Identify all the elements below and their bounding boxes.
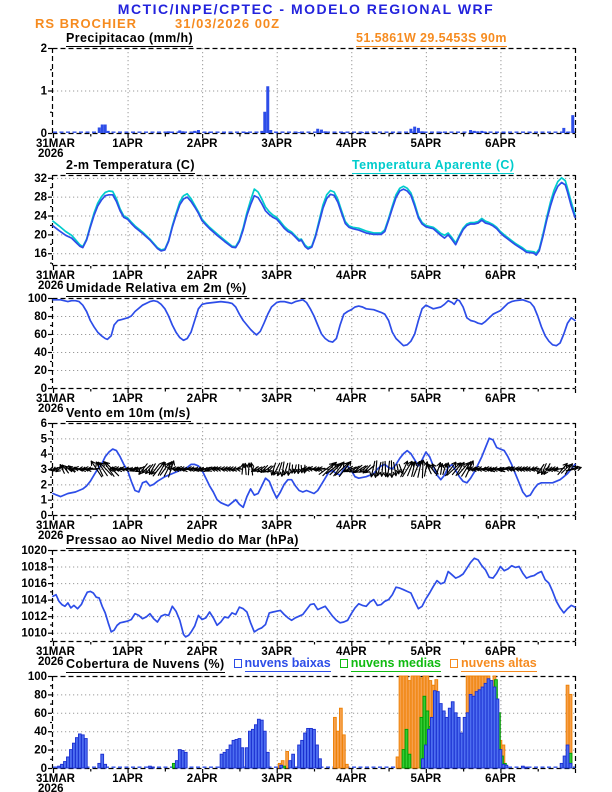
svg-text:4APR: 4APR — [335, 393, 367, 405]
svg-text:3: 3 — [40, 464, 47, 476]
svg-text:4APR: 4APR — [335, 773, 367, 785]
svg-text:6APR: 6APR — [485, 646, 516, 658]
svg-text:1020: 1020 — [21, 545, 47, 557]
panel-4 — [36, 418, 581, 542]
svg-text:3APR: 3APR — [261, 773, 293, 785]
svg-text:2APR: 2APR — [186, 270, 218, 282]
svg-text:31MAR: 31MAR — [36, 520, 75, 532]
svg-text:2026: 2026 — [38, 656, 64, 668]
legend-item-mid-clouds: nuvens medias — [340, 657, 441, 672]
series-line-velocidade-do-vento — [53, 438, 575, 507]
svg-text:3APR: 3APR — [261, 646, 293, 658]
svg-text:16: 16 — [34, 248, 47, 261]
panel-1 — [36, 43, 576, 160]
svg-text:32: 32 — [34, 172, 47, 185]
svg-text:20: 20 — [34, 744, 47, 757]
panel-5-frame — [53, 550, 576, 642]
svg-text:31MAR: 31MAR — [36, 138, 75, 150]
svg-text:2026: 2026 — [38, 403, 64, 415]
svg-text:5: 5 — [40, 433, 47, 446]
svg-text:5APR: 5APR — [410, 773, 442, 785]
svg-text:2APR: 2APR — [186, 138, 218, 150]
svg-text:0: 0 — [40, 383, 47, 395]
series-line-pressao-ao-nivel-do-mar — [53, 558, 575, 637]
svg-text:60: 60 — [34, 329, 47, 341]
svg-text:1APR: 1APR — [112, 270, 143, 282]
svg-text:0: 0 — [40, 510, 47, 522]
svg-text:2APR: 2APR — [186, 393, 218, 405]
svg-text:1APR: 1APR — [112, 520, 143, 532]
svg-text:3APR: 3APR — [261, 393, 293, 405]
panel-title-clouds: Cobertura de Nuvens (%) — [66, 657, 225, 673]
panel-2 — [34, 173, 575, 292]
svg-text:0: 0 — [40, 763, 47, 775]
svg-text:5APR: 5APR — [410, 646, 442, 658]
svg-text:3APR: 3APR — [261, 138, 293, 150]
svg-text:31MAR: 31MAR — [36, 646, 75, 658]
panel-title-temperature: 2-m Temperatura (C) — [66, 158, 195, 174]
panel-6 — [28, 671, 576, 792]
svg-text:60: 60 — [34, 707, 47, 720]
station-name: RS BROCHIER — [35, 16, 138, 31]
svg-text:31MAR: 31MAR — [36, 773, 75, 785]
svg-text:0: 0 — [40, 128, 47, 140]
svg-text:1: 1 — [40, 494, 47, 507]
apparent-temperature-label: Temperatura Aparente (C) — [352, 158, 514, 174]
svg-text:2026: 2026 — [38, 280, 64, 292]
panel-2-frame — [53, 175, 576, 266]
svg-text:1APR: 1APR — [112, 773, 143, 785]
svg-text:20: 20 — [34, 229, 47, 242]
panel-1-axis-labels — [36, 43, 516, 160]
svg-text:6APR: 6APR — [485, 393, 516, 405]
panel-4-axes — [48, 424, 576, 521]
svg-text:5APR: 5APR — [410, 270, 442, 282]
svg-text:5APR: 5APR — [410, 138, 442, 150]
panel-title-precipitation: Precipitacao (mm/h) — [66, 31, 193, 47]
svg-text:24: 24 — [34, 210, 47, 223]
series-line-2-m-temperatura-c- — [53, 183, 575, 256]
svg-text:3APR: 3APR — [261, 270, 293, 282]
svg-text:4APR: 4APR — [335, 270, 367, 282]
svg-text:1APR: 1APR — [112, 646, 143, 658]
svg-text:4: 4 — [40, 448, 47, 461]
panel-1-axes — [48, 49, 576, 139]
svg-text:6APR: 6APR — [485, 138, 516, 150]
svg-text:28: 28 — [34, 191, 47, 204]
svg-text:31MAR: 31MAR — [36, 393, 75, 405]
svg-text:5APR: 5APR — [410, 520, 442, 532]
svg-text:1010: 1010 — [21, 627, 47, 640]
svg-text:1014: 1014 — [21, 594, 47, 607]
model-header: MCTIC/INPE/CPTEC - MODELO REGIONAL WRF — [117, 1, 495, 17]
panel-5 — [21, 545, 575, 668]
svg-text:1APR: 1APR — [112, 393, 143, 405]
svg-text:1: 1 — [40, 85, 47, 98]
svg-text:20: 20 — [34, 365, 47, 377]
legend-item-high-clouds: nuvens altas — [450, 657, 537, 672]
svg-text:6: 6 — [40, 418, 47, 430]
cloud-bars-nuvens-baixas — [58, 679, 572, 768]
panel-2-axes — [48, 178, 576, 270]
svg-text:4APR: 4APR — [335, 138, 367, 150]
svg-text:4APR: 4APR — [335, 646, 367, 658]
svg-text:6APR: 6APR — [485, 773, 516, 785]
panel-3 — [28, 293, 576, 415]
svg-text:100: 100 — [27, 293, 47, 305]
panel-5-grid — [53, 550, 575, 641]
svg-text:80: 80 — [34, 689, 47, 702]
panel-1-grid — [53, 48, 575, 133]
svg-text:1012: 1012 — [21, 611, 47, 624]
precipitation-bars — [98, 86, 575, 133]
svg-text:2026: 2026 — [38, 530, 64, 542]
legend-item-low-clouds: nuvens baixas — [234, 657, 331, 672]
panel-title-wind: Vento em 10m (m/s) — [66, 406, 191, 422]
panel-title-pressure: Pressao ao Nivel Medio do Mar (hPa) — [66, 533, 299, 549]
svg-text:40: 40 — [34, 347, 47, 359]
panel-2-axis-labels — [34, 173, 516, 292]
station-coordinates: 51.5861W 29.5453S 90m — [356, 31, 507, 47]
series-line-umidade-relativa — [53, 300, 575, 346]
svg-text:31MAR: 31MAR — [36, 270, 75, 282]
svg-text:2APR: 2APR — [186, 520, 218, 532]
panel-2-grid — [53, 175, 575, 265]
panel-3-axis-labels — [28, 293, 517, 415]
panel-5-axis-labels — [21, 545, 516, 668]
svg-text:2: 2 — [40, 43, 47, 55]
panel-title-humidity: Umidade Relativa em 2m (%) — [66, 281, 247, 297]
svg-text:100: 100 — [27, 671, 47, 683]
run-datetime: 31/03/2026 00Z — [175, 16, 281, 31]
svg-text:6APR: 6APR — [485, 520, 516, 532]
svg-text:2026: 2026 — [38, 148, 64, 160]
svg-text:1018: 1018 — [21, 561, 47, 574]
svg-text:4APR: 4APR — [335, 520, 367, 532]
svg-text:5APR: 5APR — [410, 393, 442, 405]
svg-text:2APR: 2APR — [186, 773, 218, 785]
svg-text:80: 80 — [34, 311, 47, 323]
svg-text:6APR: 6APR — [485, 270, 516, 282]
svg-text:3APR: 3APR — [261, 520, 293, 532]
svg-text:40: 40 — [34, 726, 47, 739]
svg-text:1016: 1016 — [21, 578, 47, 591]
panel-4-axis-labels — [36, 418, 516, 542]
svg-text:2APR: 2APR — [186, 646, 218, 658]
svg-text:1APR: 1APR — [112, 138, 143, 150]
svg-text:2026: 2026 — [38, 783, 64, 792]
panel-5-axes — [48, 551, 576, 647]
svg-text:2: 2 — [40, 479, 47, 492]
